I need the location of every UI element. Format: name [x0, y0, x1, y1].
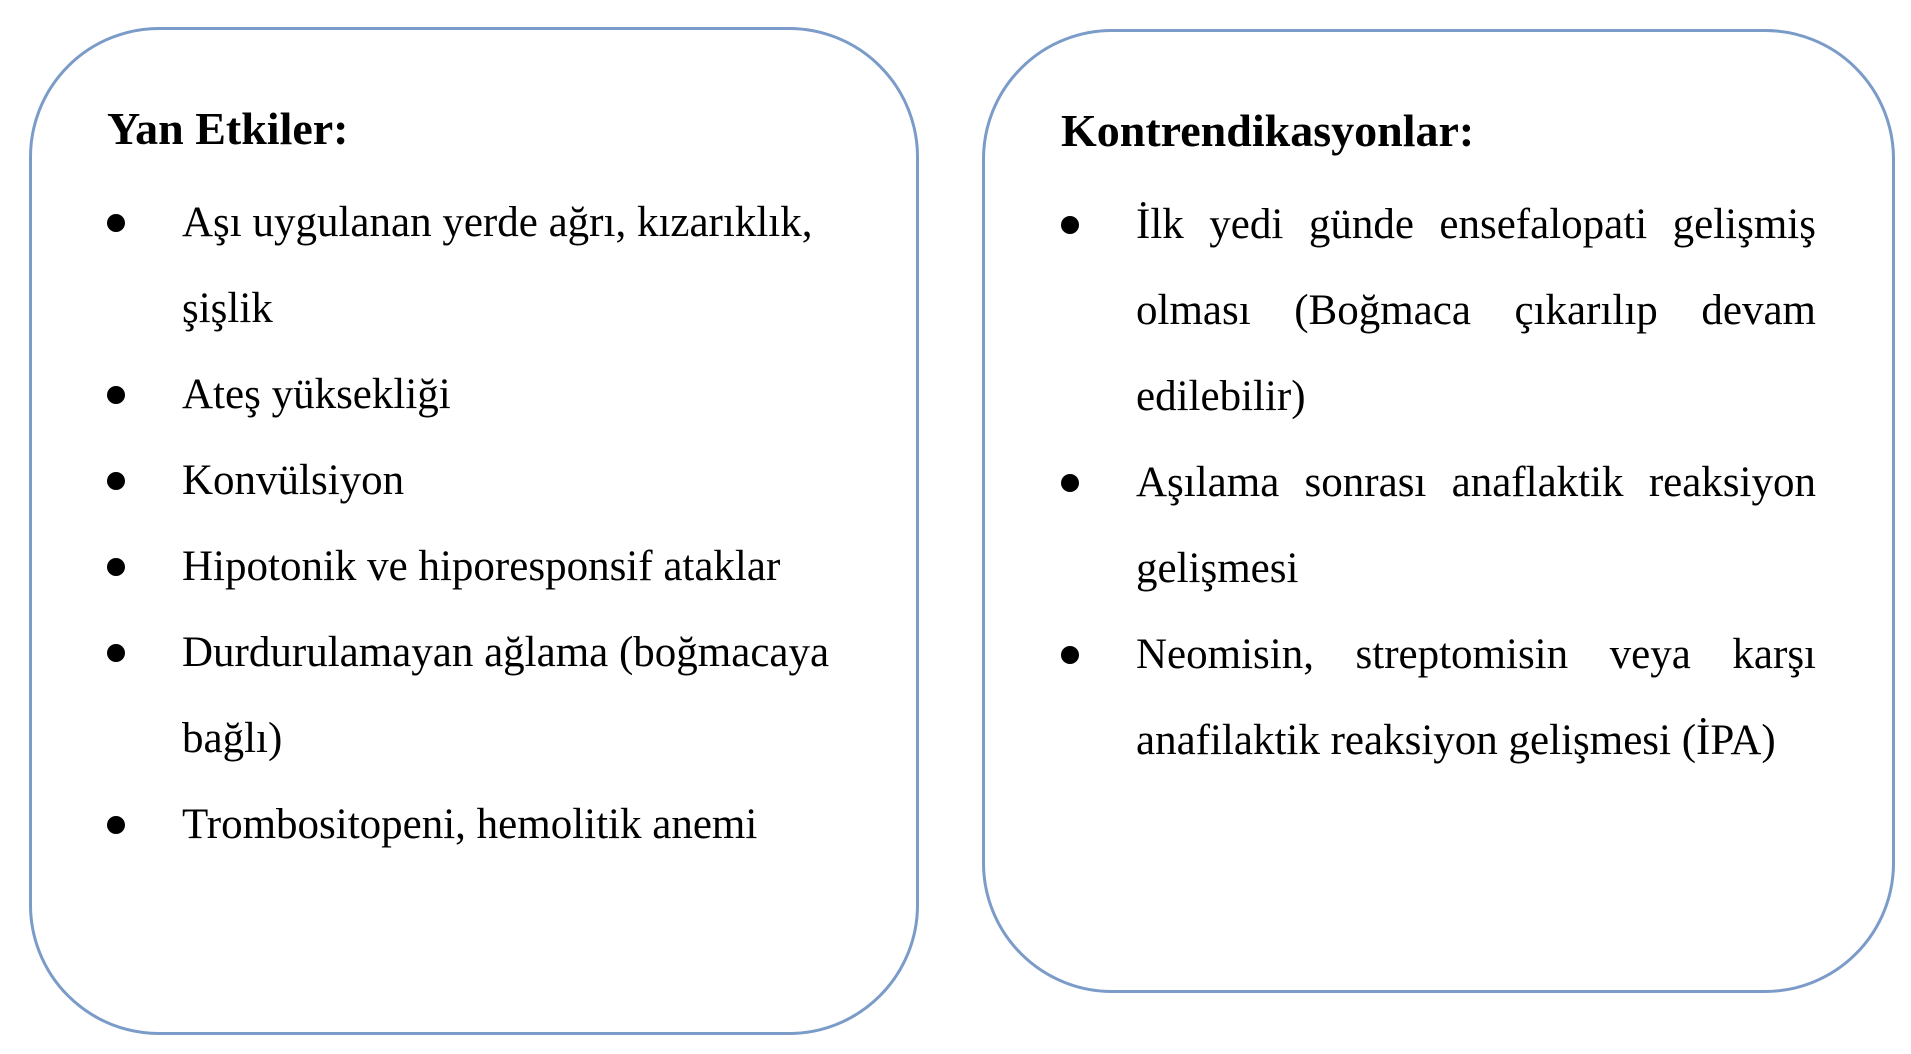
list-item — [107, 180, 876, 352]
list-item-text: Konvülsiyon — [182, 457, 405, 504]
list-item-text: Ateş yüksekliği — [182, 371, 451, 418]
list-item-text: Aşı uygulanan yerde ağrı, kızarıklık, şişlik — [182, 199, 813, 332]
side-effects-list — [107, 180, 876, 868]
side-effects-title: Yan Etkiler: — [107, 103, 349, 154]
bullet-icon — [1061, 474, 1079, 492]
bullet-icon — [107, 472, 125, 490]
list-item — [107, 352, 876, 438]
bullet-icon — [107, 386, 125, 404]
bullet-icon — [1061, 646, 1079, 664]
list-item — [107, 610, 876, 782]
list-item-text: Hipotonik ve hiporesponsif ataklar — [182, 543, 781, 590]
list-item — [107, 438, 876, 524]
contraindications-box — [982, 29, 1895, 993]
list-item-text: İlk yedi günde ensefalopati gelişmiş olması (Boğmaca çıkarılıp devam edilebilir) — [1136, 201, 1816, 420]
list-item — [107, 524, 876, 610]
contraindications-title: Kontrendikasyonlar: — [1061, 105, 1475, 156]
contraindications-list — [1061, 182, 1816, 784]
bullet-icon — [107, 816, 125, 834]
list-item-text: Trombositopeni, hemolitik anemi — [182, 801, 758, 848]
list-item — [107, 782, 876, 868]
list-item-text: Neomisin, streptomisin veya karşı anafilaktik reaksiyon gelişmesi (İPA) — [1136, 631, 1816, 764]
list-item-text: Aşılama sonrası anaflaktik reaksiyon gelişmesi — [1136, 459, 1816, 592]
list-item — [1061, 182, 1816, 440]
list-item — [1061, 440, 1816, 612]
bullet-icon — [107, 558, 125, 576]
bullet-icon — [107, 644, 125, 662]
list-item — [1061, 612, 1816, 784]
bullet-icon — [107, 214, 125, 232]
list-item-text: Durdurulamayan ağlama (boğmacaya bağlı) — [182, 629, 830, 762]
bullet-icon — [1061, 216, 1079, 234]
side-effects-box — [29, 27, 919, 1035]
